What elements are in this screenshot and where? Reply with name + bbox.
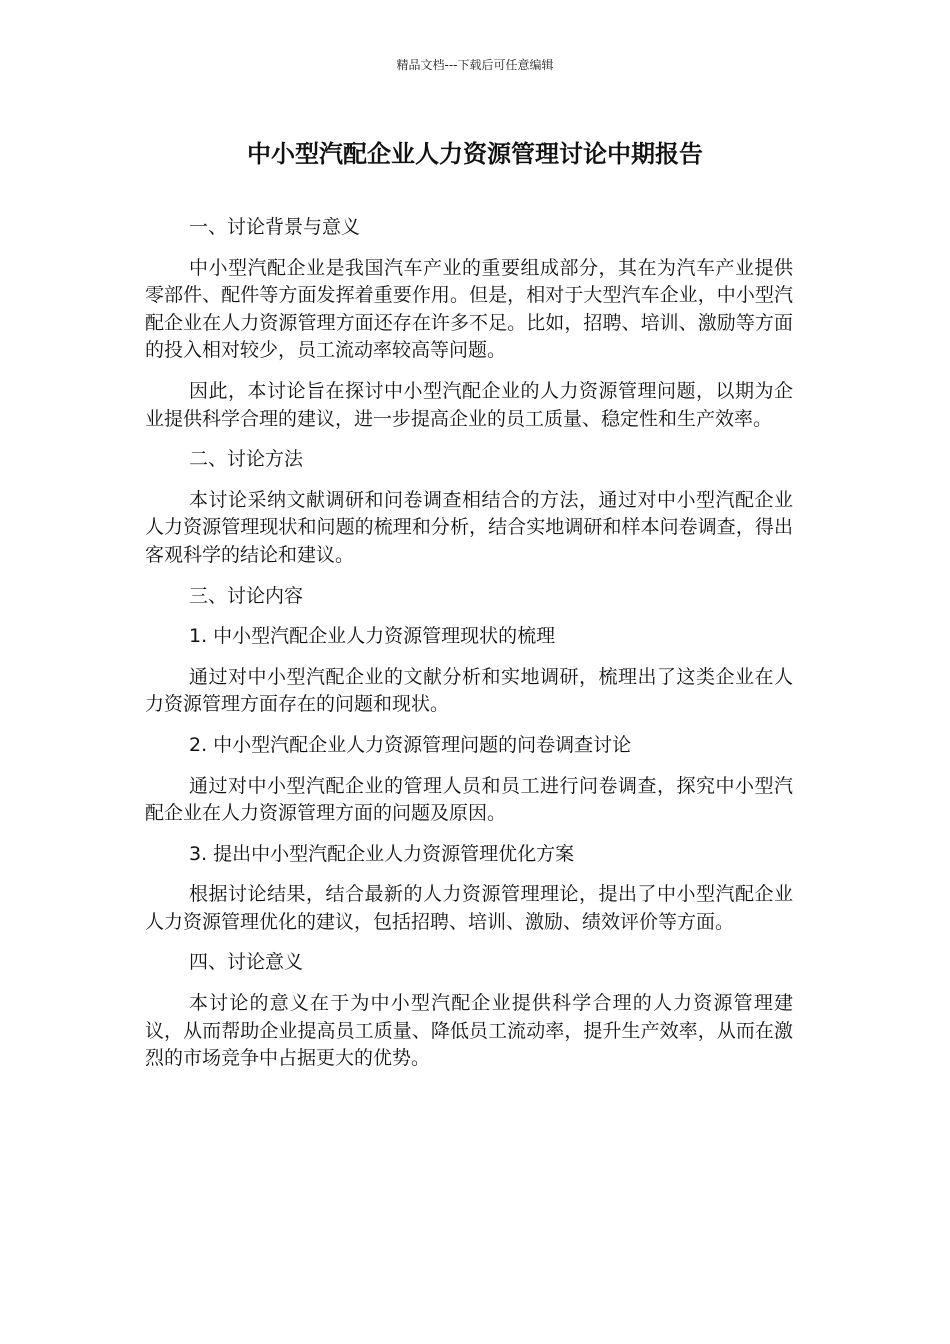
section-heading-method: 二、讨论方法 xyxy=(189,448,304,471)
paragraph-status-review: 通过对中小型汽配企业的文献分析和实地调研，梳理出了这类企业在人力资源管理方面存在的问题和现状。 xyxy=(145,665,793,716)
paragraph-significance: 本讨论的意义在于为中小型汽配企业提供科学合理的人力资源管理建议，从而帮助企业提高员工质量、降低员工流动率，提升生产效率，从而在激烈的市场竞争中占据更大的优势。 xyxy=(145,992,793,1070)
paragraph-method: 本讨论采纳文献调研和问卷调查相结合的方法，通过对中小型汽配企业人力资源管理现状和问题的梳理和分析，结合实地调研和样本问卷调查，得出客观科学的结论和建议。 xyxy=(145,488,793,566)
subheading-optimization: 3. 提出中小型汽配企业人力资源管理优化方案 xyxy=(189,842,575,865)
subheading-status-review: 1. 中小型汽配企业人力资源管理现状的梳理 xyxy=(189,625,556,648)
subheading-questionnaire: 2. 中小型汽配企业人力资源管理问题的问卷调查讨论 xyxy=(189,733,632,756)
paragraph-optimization: 根据讨论结果，结合最新的人力资源管理理论，提出了中小型汽配企业人力资源管理优化的建议，包括招聘、培训、激励、绩效评价等方面。 xyxy=(145,883,793,933)
page-header-note: 精品文档---下载后可任意编辑 xyxy=(396,58,554,72)
paragraph-background-1: 中小型汽配企业是我国汽车产业的重要组成部分，其在为汽车产业提供零部件、配件等方面发挥着重要作用。但是，相对于大型汽车企业，中小型汽配企业在人力资源管理方面还存在许多不足。比如，招聘、培训、激励等方面的投入相对较少，员工流动率较高等问题。 xyxy=(145,256,793,362)
section-heading-background: 一、讨论背景与意义 xyxy=(189,216,361,238)
section-heading-significance: 四、讨论意义 xyxy=(189,951,304,974)
section-heading-content: 三、讨论内容 xyxy=(189,584,304,607)
document-body xyxy=(145,214,793,1086)
paragraph-questionnaire: 通过对中小型汽配企业的管理人员和员工进行问卷调查，探究中小型汽配企业在人力资源管理方面的问题及原因。 xyxy=(145,774,793,825)
paragraph-background-2: 因此，本讨论旨在探讨中小型汽配企业的人力资源管理问题，以期为企业提供科学合理的建议，进一步提高企业的员工质量、稳定性和生产效率。 xyxy=(145,379,793,430)
document-title: 中小型汽配企业人力资源管理讨论中期报告 xyxy=(247,140,703,168)
